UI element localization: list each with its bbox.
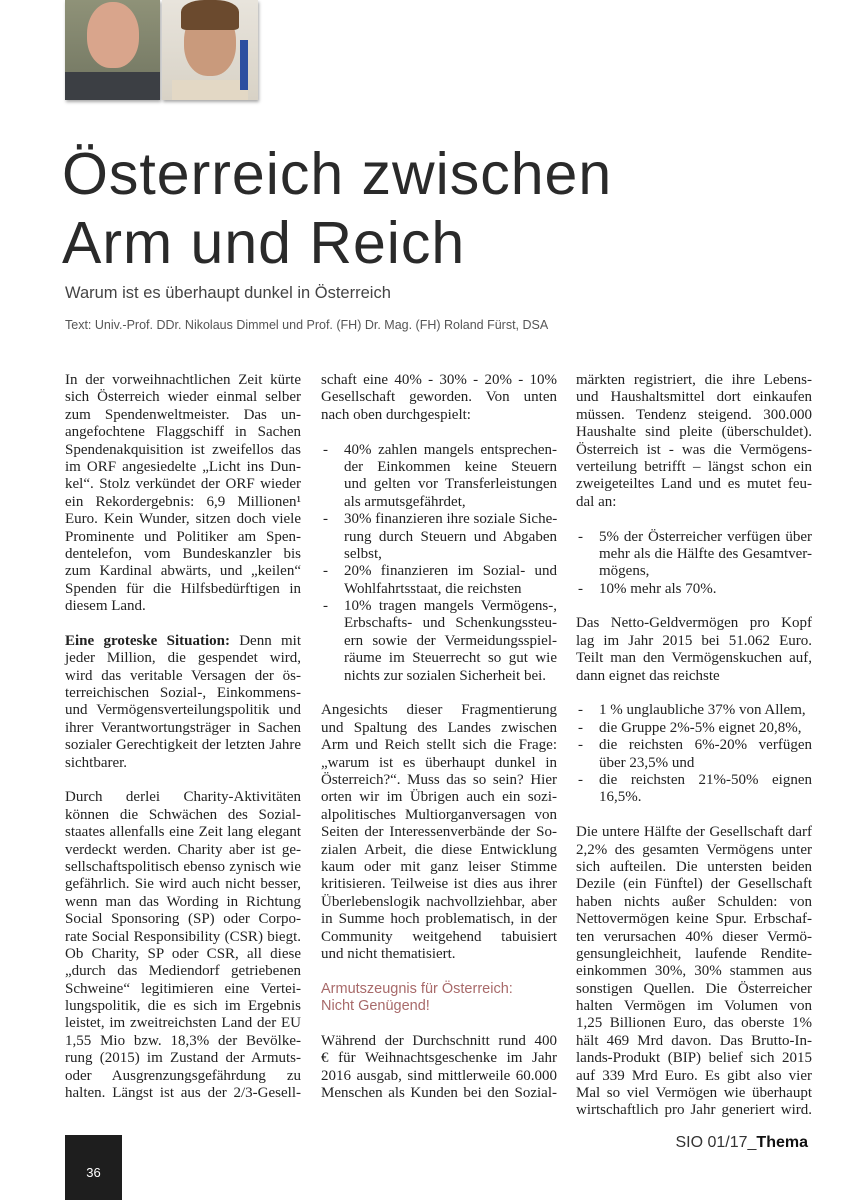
text-line: terreichischen Sozial-, Einkommens- xyxy=(65,685,301,702)
text-line: die reichsten 21%-50% eignen xyxy=(599,771,812,788)
list-item xyxy=(321,442,557,512)
text-line: gefährlich. Sie wird auch nicht besser, xyxy=(65,876,301,893)
text-line: leistet, im zweitreichsten Land der EU xyxy=(65,1015,301,1032)
text-line: und Spaltung des Landes zwischen xyxy=(321,719,557,736)
dash-marker: - xyxy=(323,511,328,528)
text-line: ern sowie der Vermeidungsspiel- xyxy=(344,632,557,649)
section-name: Thema xyxy=(756,1134,808,1151)
bullet-list xyxy=(576,529,812,599)
text-line: hält 469 Mrd davon. Das Brutto-In- xyxy=(576,1032,812,1049)
text-line: wirtschaftlich pro Jahr generiert wird. xyxy=(576,1102,812,1119)
text-line: zialen Arbeit, die diese Entwicklung xyxy=(321,841,557,858)
paragraph xyxy=(65,372,301,615)
dash-marker: - xyxy=(578,737,583,754)
text-line: und Haushaltsmittel dort einkaufen xyxy=(576,389,812,406)
text-line: Die untere Hälfte der Gesellschaft darf xyxy=(576,824,812,841)
text-line: wenn man das Wording in Richtung xyxy=(65,893,301,910)
text-line: ten verursachen 40% dieser Vermö- xyxy=(576,928,812,945)
text-line: dann eignet das reichste xyxy=(576,667,720,684)
paragraph xyxy=(576,372,812,511)
text-line: Dezile (ein Fünftel) der Gesellschaft xyxy=(576,876,812,893)
text-line: Spenden für die Hilfsbedürftigen in xyxy=(65,580,301,597)
issue-number: SIO 01/17_ xyxy=(675,1134,757,1151)
text-line: sozialer Gerechtigkeit der letzten Jahre xyxy=(65,737,301,754)
text-line: 1 % unglaubliche 37% von Allem, xyxy=(599,702,806,719)
paragraph xyxy=(576,824,812,1120)
text-line: mehr als die Hälfte des Gesamtver- xyxy=(599,545,812,562)
paragraph-gap xyxy=(321,685,557,702)
text-line: Mal so viel Vermögen wie überhaupt xyxy=(576,1085,812,1102)
text-line: staates allenfalls eine Zeit lang elegant xyxy=(65,824,301,841)
lead-in: Eine groteske Situation: xyxy=(65,632,230,649)
text-line: die Gruppe 2%-5% eignet 20,8%, xyxy=(599,719,802,736)
text-line: Überlebenslogik nachvollziehbar, aber xyxy=(321,893,557,910)
text-line: die reichsten 6%-20% verfügen xyxy=(599,737,812,754)
page-number: 36 xyxy=(86,1165,101,1180)
text-line: als armutsgefährdet, xyxy=(344,493,466,510)
text-line: Arm und Reich stellt sich die Frage: xyxy=(321,737,557,754)
article-subtitle: Warum ist es überhaupt dunkel in Österreich xyxy=(65,284,391,302)
text-line: rung (2015) im Zustand der Armuts- xyxy=(65,1050,301,1067)
text-line: Teilt man den Vermögenskuchen auf, xyxy=(576,650,812,667)
text-line: verdeckt werden. Charity aber ist ge- xyxy=(65,841,301,858)
paragraph-gap xyxy=(576,685,812,702)
text-line: selbst, xyxy=(344,545,382,562)
paragraph-gap xyxy=(576,598,812,615)
text-column-3 xyxy=(576,372,812,1120)
text-line: mögens, xyxy=(599,563,650,580)
text-line: kel“. Stolz verkündet der ORF wieder xyxy=(65,476,301,493)
text-line: sich Österreich wieder einmal selber xyxy=(65,389,301,406)
text-line: 16,5%. xyxy=(599,789,642,806)
text-line: im ORF angesiedelte „Licht ins Dun- xyxy=(65,458,301,475)
text-line: halten Vermögen im Volumen von xyxy=(576,998,812,1015)
text-line: 1,55 Mio bzw. 18,3% der Bevölke- xyxy=(65,1032,301,1049)
dash-marker: - xyxy=(578,580,583,597)
text-line: und Vermögensverteilungspolitik und xyxy=(65,702,301,719)
text-line: Gesellschaft geworden. Von unten xyxy=(321,389,557,406)
text-line: alpolitisches Multiorganversagen von xyxy=(321,806,557,823)
lead-rest: Denn mit xyxy=(229,632,301,649)
paragraph-gap xyxy=(576,807,812,824)
text-line: dentelefon, vom Bundeskanzler bis xyxy=(65,545,301,562)
text-line: „warum ist es überhaupt dunkel in xyxy=(321,754,557,771)
text-line: über 23,5% und xyxy=(599,754,695,771)
text-line: und nicht thematisiert. xyxy=(321,945,456,962)
text-line: Haushalte sind pleite (überschuldet). xyxy=(576,424,812,441)
dash-marker: - xyxy=(578,771,583,788)
text-line: Nicht Genügend! xyxy=(321,998,430,1015)
text-line: oder Ausgrenzungsgefährdung zu xyxy=(65,1067,301,1084)
text-line: Angesichts dieser Fragmentierung xyxy=(321,702,557,719)
dash-marker: - xyxy=(323,563,328,580)
bullet-list xyxy=(576,702,812,806)
text-line: Österreich ist - was die Vermögens- xyxy=(576,441,812,458)
text-line: und gelten vor Transferleistungen xyxy=(344,476,557,493)
page-number-box xyxy=(65,1135,122,1200)
list-item xyxy=(576,720,812,737)
text-line: nach oben durchgespielt: xyxy=(321,406,471,423)
text-line: wird das veritable Versagen der ös- xyxy=(65,667,301,684)
text-line: kritisieren. Teilweise ist dies aus ihrer xyxy=(321,876,557,893)
list-item xyxy=(321,511,557,563)
text-line: Durch derlei Charity-Aktivitäten xyxy=(65,789,301,806)
text-line: dal an: xyxy=(576,493,617,510)
text-line: können die Schwächen des Sozial- xyxy=(65,806,301,823)
text-line: Social Sponsoring (SP) oder Corpo- xyxy=(65,911,301,928)
paragraph xyxy=(65,789,301,1102)
list-item xyxy=(576,702,812,719)
text-line: auf 339 Mrd Euro. Es gibt also vier xyxy=(576,1067,812,1084)
paragraph-gap xyxy=(576,511,812,528)
text-line: Spendenakquisition ist zweifellos das xyxy=(65,441,301,458)
text-column-1 xyxy=(65,372,301,1102)
text-line: lungspolitik, die es sich im Ergebnis xyxy=(65,998,301,1015)
text-line: kaum oder mit ganz leiser Stimme xyxy=(321,858,557,875)
text-line: zum Spendenweltmeister. Das un- xyxy=(65,406,301,423)
text-line: lag im Jahr 2015 bei 51.062 Euro. xyxy=(576,632,812,649)
dash-marker: - xyxy=(578,719,583,736)
text-line: 2016 ausgab, sind mittlerweile 60.000 xyxy=(321,1067,557,1084)
paragraph xyxy=(576,615,812,685)
text-line: angefochtene Flaggschiff in Sachen xyxy=(65,424,301,441)
paragraph xyxy=(65,633,301,772)
text-line: in Summe hoch problematisch, in der xyxy=(321,911,557,928)
paragraph-gap xyxy=(65,772,301,789)
text-line: Nettovermögen keine Spur. Erbschaf- xyxy=(576,911,812,928)
text-line: schaft eine 40% - 30% - 20% - 10% xyxy=(321,372,557,388)
text-line xyxy=(65,633,301,650)
list-item xyxy=(576,581,812,598)
dash-marker: - xyxy=(323,598,328,615)
text-line: Wohlfahrtsstaat, die reichsten xyxy=(344,580,522,597)
text-line: Euro. Kein Wunder, sitzen doch viele xyxy=(65,511,301,528)
text-line: Menschen als Kunden bei den Sozial- xyxy=(321,1085,557,1102)
text-line: Armutszeugnis für Österreich: xyxy=(321,980,513,997)
text-line: der Einkommen keine Steuern xyxy=(344,458,557,475)
text-line: 2,2% des gesamten Vermögens unter xyxy=(576,841,812,858)
text-line: gensungleichheit, laufende Rendite- xyxy=(576,945,812,962)
text-line: märkten registriert, die ihre Lebens- xyxy=(576,372,812,388)
text-line: ihrer Verantwortungsträger in Sachen xyxy=(65,719,301,736)
article-title xyxy=(62,140,612,278)
dash-marker: - xyxy=(578,528,583,545)
text-column-2 xyxy=(321,372,557,1102)
text-line: Community weitgehend tabuisiert xyxy=(321,928,557,945)
text-line: 40% zahlen mangels entsprechen- xyxy=(344,441,557,458)
author-photo-dimmel xyxy=(65,0,160,100)
list-item xyxy=(576,737,812,772)
paragraph-gap xyxy=(321,1015,557,1032)
text-line: einkommen 30%, 30% stammen aus xyxy=(576,963,812,980)
text-line: diesem Land. xyxy=(65,598,146,615)
article-byline: Text: Univ.-Prof. DDr. Nikolaus Dimmel und Prof. (FH) Dr. Mag. (FH) Roland Fürst, DSA xyxy=(65,318,549,332)
list-item xyxy=(576,529,812,581)
issue-label xyxy=(675,1134,808,1152)
section-heading xyxy=(321,981,557,1016)
text-line: müssen. Tendenz steigend. 300.000 xyxy=(576,406,812,423)
text-line: rate Social Responsibility (CSR) biegt. xyxy=(65,928,301,945)
text-line: Schweine“ legitimieren eine Vertei- xyxy=(65,980,301,997)
text-line: € für Weihnachtsgeschenke im Jahr xyxy=(321,1050,557,1067)
text-line: haben nichts außer Schulden: von xyxy=(576,893,812,910)
dash-marker: - xyxy=(323,441,328,458)
text-line: 10% tragen mangels Vermögens-, xyxy=(344,598,557,615)
text-line: nichts zur sozialen Sicherheit bei. xyxy=(344,667,547,684)
text-line: 20% finanzieren im Sozial- und xyxy=(344,563,557,580)
text-line: sichtbarer. xyxy=(65,754,128,771)
paragraph-gap xyxy=(65,615,301,632)
text-line: verteilung betrifft – längst schon ein xyxy=(576,458,812,475)
text-line: „durch das Mediendorf getriebenen xyxy=(65,963,301,980)
list-item xyxy=(321,598,557,685)
title-line-2: Arm und Reich xyxy=(62,210,466,276)
text-line: Das Netto-Geldvermögen pro Kopf xyxy=(576,615,812,632)
text-line: sich aufteilen. Die untersten beiden xyxy=(576,858,812,875)
text-line: orten wir im Übrigen auch ein sozi- xyxy=(321,789,557,806)
text-line: 1,25 Billionen Euro, das oberste 1% xyxy=(576,1015,812,1032)
text-line: 30% finanzieren ihre soziale Siche- xyxy=(344,511,558,528)
text-line: sellschaftspolitisch ebenso zynisch wie xyxy=(65,858,301,875)
text-line: Seiten der Interessenverbände der So- xyxy=(321,824,557,841)
paragraph-gap xyxy=(321,424,557,441)
dash-marker: - xyxy=(578,702,583,719)
text-line: 5% der Österreicher verfügen über xyxy=(599,528,812,545)
text-line: ein Rekordergebnis: 6,9 Millionen¹ xyxy=(65,493,301,510)
text-line: rung durch Steuern und Abgaben xyxy=(344,528,557,545)
title-line-1: Österreich zwischen xyxy=(62,141,613,207)
text-line: zweigeteiltes Land und es mutet feu- xyxy=(576,476,812,493)
text-line: Österreich?“. Muss das so sein? Hier xyxy=(321,771,557,788)
text-line: In der vorweihnachtlichen Zeit kürte xyxy=(65,372,301,388)
paragraph xyxy=(321,1033,557,1103)
text-line: räume im Steuerrecht so gut wie xyxy=(344,650,557,667)
text-line: Ob Charity, SP oder CSR, all diese xyxy=(65,945,301,962)
text-line: halten. Längst ist aus der 2/3-Gesell- xyxy=(65,1085,301,1102)
text-line: Prominente und Politiker am Spen- xyxy=(65,528,301,545)
text-line: Erbschafts- und Schenkungssteu- xyxy=(344,615,557,632)
paragraph-gap xyxy=(321,963,557,980)
paragraph xyxy=(321,372,557,424)
bullet-list xyxy=(321,442,557,685)
text-line: sonstigen Quellen. Die Österreicher xyxy=(576,980,812,997)
list-item xyxy=(321,563,557,598)
list-item xyxy=(576,772,812,807)
text-line: zum Kardinal abwärts, und „keilen“ xyxy=(65,563,301,580)
text-line: lands-Produkt (BIP) belief sich 2015 xyxy=(576,1050,812,1067)
text-line: jeder Million, die gespendet wird, xyxy=(65,650,301,667)
text-line: Während der Durchschnitt rund 400 xyxy=(321,1032,557,1049)
text-line: 10% mehr als 70%. xyxy=(599,580,717,597)
author-photo-fuerst xyxy=(162,0,258,100)
paragraph xyxy=(321,702,557,963)
